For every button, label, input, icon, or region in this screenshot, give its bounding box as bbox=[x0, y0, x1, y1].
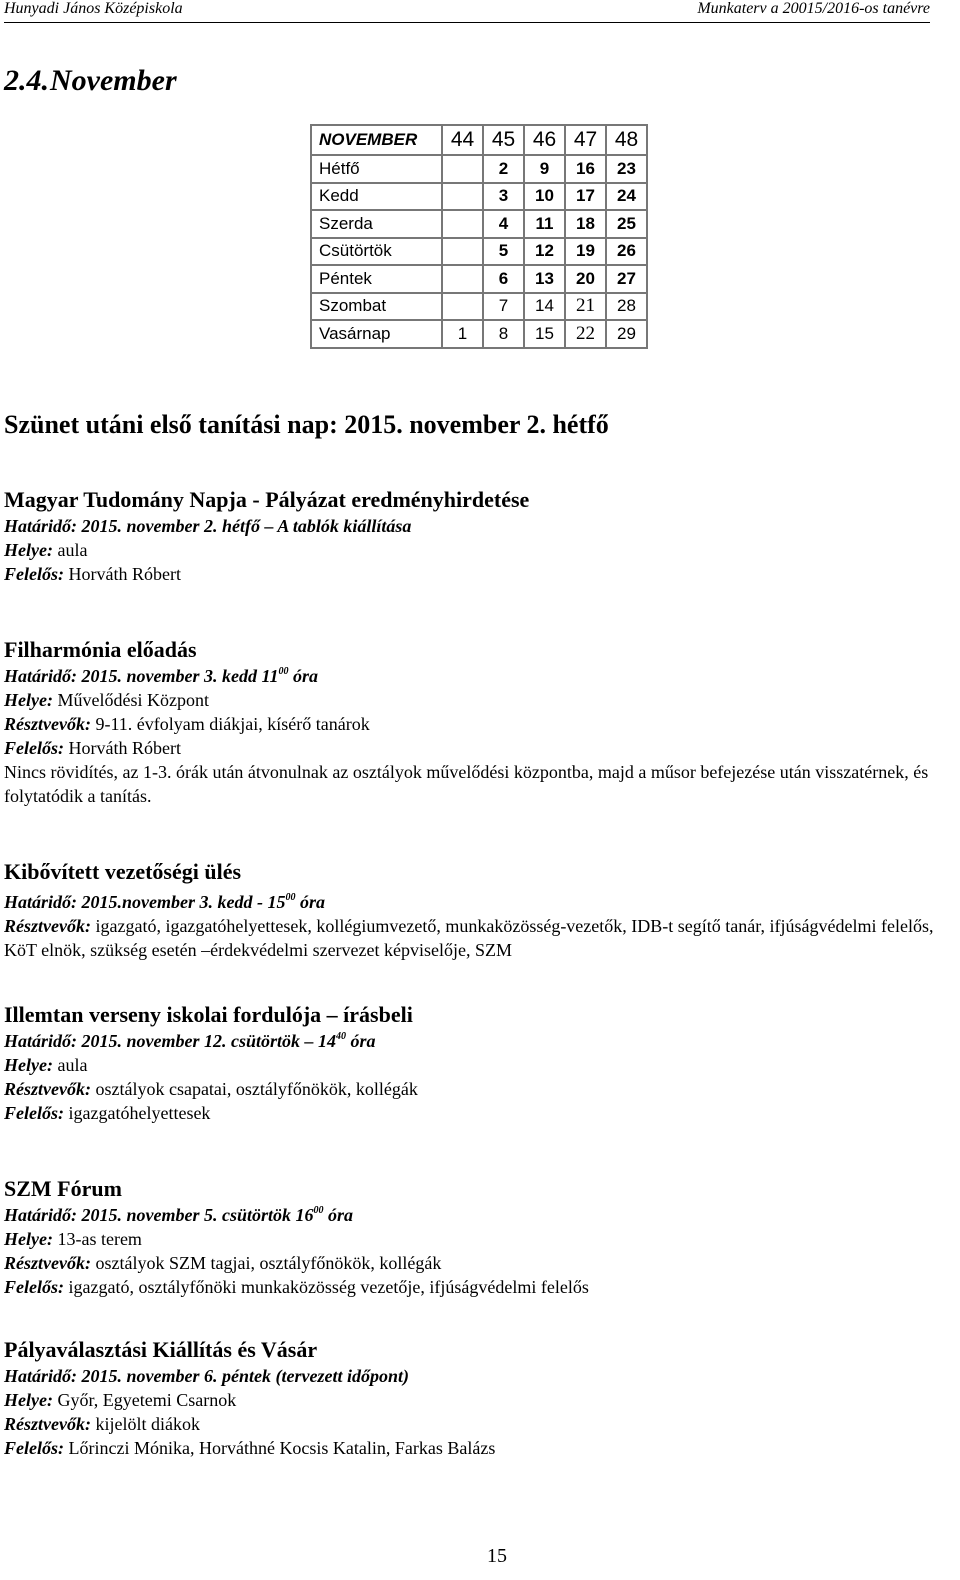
day-cell: 26 bbox=[606, 238, 647, 266]
deadline-minutes: 00 bbox=[313, 1205, 324, 1216]
place-value: 13-as terem bbox=[57, 1229, 142, 1249]
deadline-label: Határidő: bbox=[4, 1031, 78, 1051]
calendar-header-row bbox=[311, 125, 647, 155]
day-name: Szerda bbox=[311, 210, 442, 238]
participants-label: Résztvevők: bbox=[4, 1414, 91, 1434]
participants-label: Résztvevők: bbox=[4, 714, 91, 734]
place-label: Helye: bbox=[4, 1229, 53, 1249]
responsible-value: igazgató, osztályfőnöki munkaközösség vezetője, ifjúságvédelmi felelős bbox=[68, 1277, 589, 1297]
day-cell bbox=[442, 238, 483, 266]
day-cell: 20 bbox=[565, 265, 606, 293]
day-name: Kedd bbox=[311, 183, 442, 211]
responsible-value: Lőrinczi Mónika, Horváthné Kocsis Katalin, Farkas Balázs bbox=[68, 1438, 496, 1458]
deadline-label: Határidő: bbox=[4, 516, 78, 536]
deadline-unit: óra bbox=[299, 892, 325, 912]
day-cell bbox=[442, 293, 483, 321]
place-label: Helye: bbox=[4, 690, 53, 710]
participants-value: 9-11. évfolyam diákjai, kísérő tanárok bbox=[95, 714, 370, 734]
event-deadline bbox=[4, 664, 946, 688]
day-cell: 22 bbox=[565, 320, 606, 348]
event-responsible bbox=[4, 562, 946, 586]
deadline-label: Határidő: bbox=[4, 666, 78, 686]
deadline-value: 2015. november 12. csütörtök – 14 bbox=[81, 1031, 337, 1051]
first-school-day: Szünet utáni első tanítási nap: 2015. november 2. hétfő bbox=[4, 410, 609, 439]
event-block bbox=[4, 636, 946, 808]
event-deadline bbox=[4, 1203, 946, 1227]
day-cell: 12 bbox=[524, 238, 565, 266]
deadline-value: 2015. november 5. csütörtök 16 bbox=[81, 1205, 314, 1225]
deadline-minutes: 00 bbox=[278, 666, 289, 677]
day-name: Szombat bbox=[311, 293, 442, 321]
day-cell: 9 bbox=[524, 155, 565, 183]
participants-value: igazgató, igazgatóhelyettesek, kollégiumvezető, munkaközösség-vezetők, IDB-t segítő tanár, ifjúságvédelmi felelős, KöT elnök, szükség esetén –érdekvédelmi szervezet képviselője, SZM bbox=[4, 916, 934, 960]
day-cell: 6 bbox=[483, 265, 524, 293]
responsible-label: Felelős: bbox=[4, 564, 64, 584]
event-responsible bbox=[4, 1101, 946, 1125]
page-number: 15 bbox=[487, 1545, 507, 1567]
participants-label: Résztvevők: bbox=[4, 916, 91, 936]
event-place bbox=[4, 1227, 946, 1251]
participants-value: kijelölt diákok bbox=[95, 1414, 200, 1434]
day-name: Csütörtök bbox=[311, 238, 442, 266]
event-title: SZM Fórum bbox=[4, 1176, 122, 1201]
event-participants bbox=[4, 1251, 946, 1275]
deadline-unit: óra bbox=[328, 1205, 354, 1225]
deadline-minutes: 00 bbox=[285, 892, 296, 903]
header-plan: Munkaterv a 20015/2016-os tanévre bbox=[697, 0, 930, 17]
day-name: Vasárnap bbox=[311, 320, 442, 348]
november-calendar bbox=[310, 124, 648, 349]
event-responsible bbox=[4, 736, 946, 760]
day-cell: 8 bbox=[483, 320, 524, 348]
day-name: Péntek bbox=[311, 265, 442, 293]
event-deadline bbox=[4, 514, 946, 538]
event-responsible bbox=[4, 1275, 946, 1299]
event-place bbox=[4, 538, 946, 562]
responsible-label: Felelős: bbox=[4, 1277, 64, 1297]
section-number: 2.4. bbox=[4, 64, 49, 97]
deadline-minutes: 40 bbox=[336, 1031, 347, 1042]
day-cell: 14 bbox=[524, 293, 565, 321]
day-cell: 2 bbox=[483, 155, 524, 183]
responsible-value: Horváth Róbert bbox=[68, 564, 181, 584]
participants-label: Résztvevők: bbox=[4, 1253, 91, 1273]
event-block bbox=[4, 1336, 946, 1460]
week-number: 45 bbox=[483, 125, 524, 155]
place-value: Művelődési Központ bbox=[57, 690, 209, 710]
event-deadline bbox=[4, 1029, 946, 1053]
day-cell: 5 bbox=[483, 238, 524, 266]
header-school: Hunyadi János Középiskola bbox=[4, 0, 183, 17]
day-cell bbox=[442, 183, 483, 211]
event-participants bbox=[4, 712, 946, 736]
day-cell: 17 bbox=[565, 183, 606, 211]
event-block bbox=[4, 1001, 946, 1125]
place-value: aula bbox=[57, 1055, 88, 1075]
event-place bbox=[4, 1388, 946, 1412]
day-name: Hétfő bbox=[311, 155, 442, 183]
day-cell: 28 bbox=[606, 293, 647, 321]
day-cell: 15 bbox=[524, 320, 565, 348]
deadline-label: Határidő: bbox=[4, 892, 78, 912]
calendar-row bbox=[311, 293, 647, 321]
participants-value: osztályok csapatai, osztályfőnökök, kollégák bbox=[95, 1079, 418, 1099]
participants-label: Résztvevők: bbox=[4, 1079, 91, 1099]
calendar-row bbox=[311, 210, 647, 238]
event-block bbox=[4, 1175, 946, 1299]
day-cell: 29 bbox=[606, 320, 647, 348]
event-participants bbox=[4, 914, 946, 962]
event-block bbox=[4, 486, 946, 586]
calendar-row bbox=[311, 155, 647, 183]
calendar-row bbox=[311, 265, 647, 293]
event-participants bbox=[4, 1412, 946, 1436]
section-heading bbox=[4, 64, 177, 98]
day-cell: 3 bbox=[483, 183, 524, 211]
day-cell: 16 bbox=[565, 155, 606, 183]
event-participants bbox=[4, 1077, 946, 1101]
deadline-label: Határidő: bbox=[4, 1205, 78, 1225]
responsible-value: Horváth Róbert bbox=[68, 738, 181, 758]
event-place bbox=[4, 688, 946, 712]
event-place bbox=[4, 1053, 946, 1077]
day-cell: 1 bbox=[442, 320, 483, 348]
deadline-label: Határidő: bbox=[4, 1366, 78, 1386]
day-cell bbox=[442, 265, 483, 293]
day-cell: 25 bbox=[606, 210, 647, 238]
calendar-corner: NOVEMBER bbox=[311, 125, 442, 155]
participants-value: osztályok SZM tagjai, osztályfőnökök, kollégák bbox=[95, 1253, 442, 1273]
deadline-unit: óra bbox=[293, 666, 319, 686]
event-note: Nincs rövidítés, az 1-3. órák után átvonulnak az osztályok művelődési központba, majd a műsor befejezése után visszatérnek, és folytatódik a tanítás. bbox=[4, 762, 929, 806]
place-label: Helye: bbox=[4, 540, 53, 560]
responsible-label: Felelős: bbox=[4, 1103, 64, 1123]
responsible-label: Felelős: bbox=[4, 738, 64, 758]
day-cell bbox=[442, 210, 483, 238]
day-cell: 7 bbox=[483, 293, 524, 321]
deadline-value: 2015.november 3. kedd - 15 bbox=[81, 892, 286, 912]
week-number: 47 bbox=[565, 125, 606, 155]
day-cell: 27 bbox=[606, 265, 647, 293]
day-cell: 24 bbox=[606, 183, 647, 211]
day-cell: 11 bbox=[524, 210, 565, 238]
deadline-value: 2015. november 6. péntek (tervezett időpont) bbox=[81, 1366, 409, 1386]
day-cell: 18 bbox=[565, 210, 606, 238]
day-cell: 21 bbox=[565, 293, 606, 321]
day-cell bbox=[442, 155, 483, 183]
day-cell: 13 bbox=[524, 265, 565, 293]
calendar-row bbox=[311, 320, 647, 348]
event-block bbox=[4, 858, 946, 962]
week-number: 48 bbox=[606, 125, 647, 155]
event-deadline bbox=[4, 890, 946, 914]
deadline-value: 2015. november 2. hétfő – A tablók kiállítása bbox=[81, 516, 412, 536]
week-number: 46 bbox=[524, 125, 565, 155]
calendar-row bbox=[311, 238, 647, 266]
event-title: Filharmónia előadás bbox=[4, 637, 197, 662]
event-title: Magyar Tudomány Napja - Pályázat eredményhirdetése bbox=[4, 487, 530, 512]
section-title: November bbox=[50, 64, 177, 97]
place-label: Helye: bbox=[4, 1055, 53, 1075]
week-number: 44 bbox=[442, 125, 483, 155]
place-label: Helye: bbox=[4, 1390, 53, 1410]
event-title: Illemtan verseny iskolai fordulója – írásbeli bbox=[4, 1002, 413, 1027]
event-deadline bbox=[4, 1364, 946, 1388]
event-title: Kibővített vezetőségi ülés bbox=[4, 859, 242, 884]
deadline-value: 2015. november 3. kedd 11 bbox=[81, 666, 279, 686]
calendar-row bbox=[311, 183, 647, 211]
day-cell: 4 bbox=[483, 210, 524, 238]
deadline-unit: óra bbox=[350, 1031, 376, 1051]
page-header bbox=[4, 0, 930, 23]
place-value: aula bbox=[57, 540, 88, 560]
day-cell: 10 bbox=[524, 183, 565, 211]
event-responsible bbox=[4, 1436, 946, 1460]
day-cell: 23 bbox=[606, 155, 647, 183]
event-title: Pályaválasztási Kiállítás és Vásár bbox=[4, 1337, 318, 1362]
day-cell: 19 bbox=[565, 238, 606, 266]
responsible-label: Felelős: bbox=[4, 1438, 64, 1458]
place-value: Győr, Egyetemi Csarnok bbox=[57, 1390, 237, 1410]
responsible-value: igazgatóhelyettesek bbox=[68, 1103, 211, 1123]
